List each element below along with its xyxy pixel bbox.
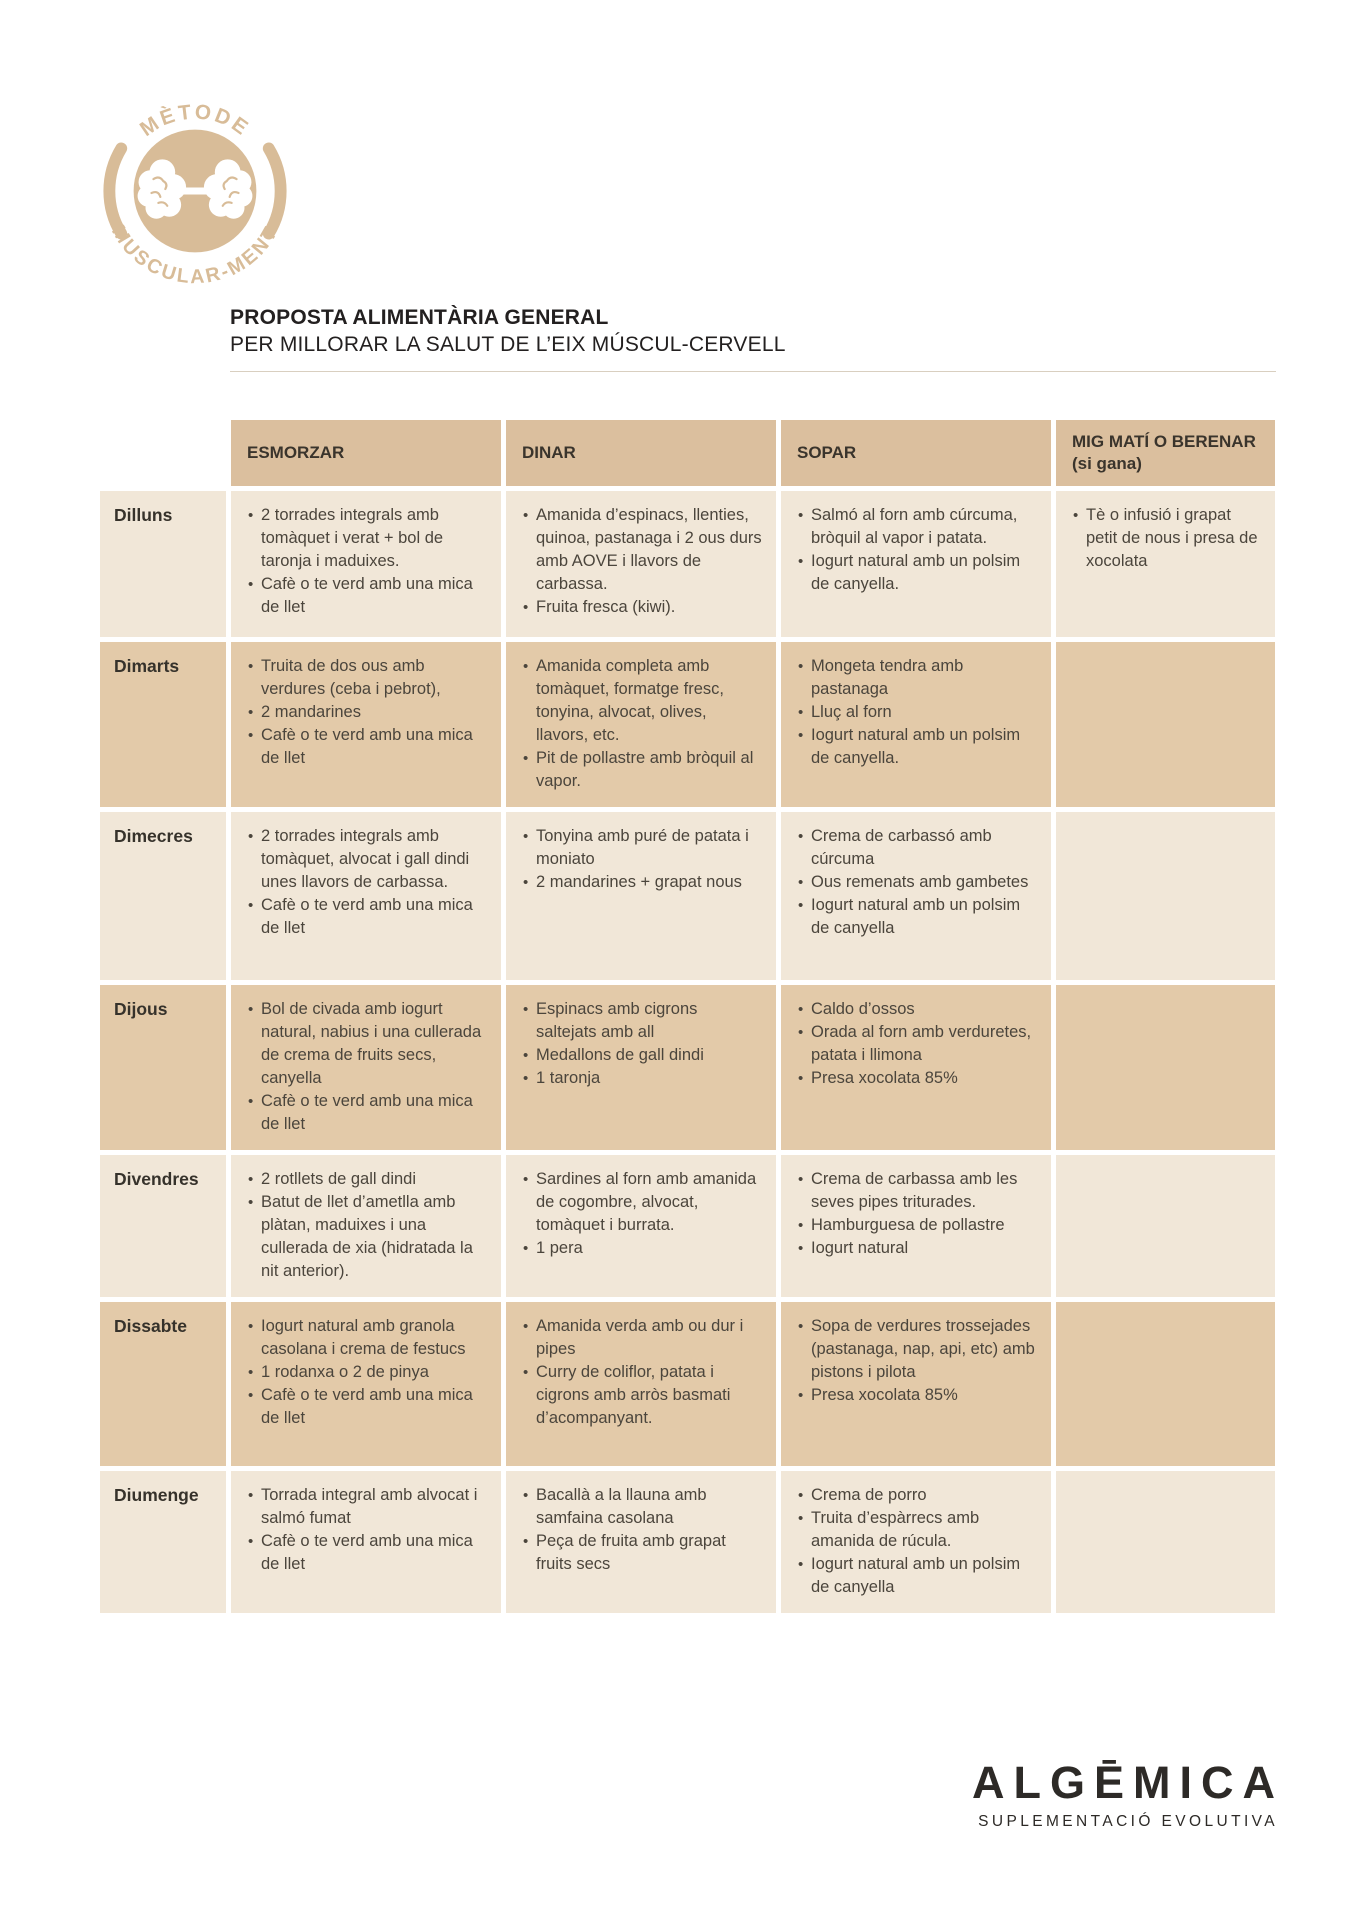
meal-cell-dinar bbox=[506, 985, 776, 1150]
meal-cell-dinar bbox=[506, 812, 776, 980]
meal-item: • Iogurt natural amb granola casolana i crema de festucs bbox=[247, 1315, 487, 1361]
day-label: Dissabte bbox=[100, 1302, 226, 1466]
meal-item: • Tonyina amb puré de patata i moniato bbox=[522, 825, 762, 871]
meal-item: • Amanida verda amb ou dur i pipes bbox=[522, 1315, 762, 1361]
meal-cell-sopar bbox=[781, 985, 1051, 1150]
meal-cell-mig-mati-berenar bbox=[1056, 1155, 1275, 1297]
title-divider bbox=[230, 371, 1276, 372]
brain-dumbbell-icon bbox=[96, 92, 294, 290]
meal-item: • Presa xocolata 85% bbox=[797, 1384, 1037, 1407]
meal-cell-sopar bbox=[781, 642, 1051, 807]
meal-item: • Batut de llet d’ametlla amb plàtan, maduixes i una cullerada de xia (hidratada la nit anterior). bbox=[247, 1191, 487, 1283]
meal-cell-sopar bbox=[781, 1155, 1051, 1297]
meal-cell-dinar bbox=[506, 1302, 776, 1466]
meal-item: • Salmó al forn amb cúrcuma, bròquil al vapor i patata. bbox=[797, 504, 1037, 550]
column-header-esmorzar: ESMORZAR bbox=[231, 420, 501, 486]
page-subtitle: PER MILLORAR LA SALUT DE L’EIX MÚSCUL-CERVELL bbox=[230, 333, 786, 356]
table-row-dilluns bbox=[100, 491, 1275, 637]
logo-arc-text-bottom: MUSCULAR-MENT bbox=[106, 221, 283, 289]
meal-cell-mig-mati-berenar bbox=[1056, 812, 1275, 980]
meal-cell-esmorzar bbox=[231, 1155, 501, 1297]
meal-item: • Cafè o te verd amb una mica de llet bbox=[247, 724, 487, 770]
meal-cell-sopar bbox=[781, 1302, 1051, 1466]
brand-tagline: SUPLEMENTACIÓ EVOLUTIVA bbox=[978, 1813, 1278, 1830]
meal-item: • Pit de pollastre amb bròquil al vapor. bbox=[522, 747, 762, 793]
column-header-dinar: DINAR bbox=[506, 420, 776, 486]
meal-item: • 2 torrades integrals amb tomàquet, alvocat i gall dindi unes llavors de carbassa. bbox=[247, 825, 487, 894]
meal-cell-dinar bbox=[506, 642, 776, 807]
meal-cell-esmorzar bbox=[231, 491, 501, 637]
meal-item: • Caldo d’ossos bbox=[797, 998, 1037, 1021]
meal-cell-sopar bbox=[781, 1471, 1051, 1613]
meal-item: • Iogurt natural amb un polsim de canyella bbox=[797, 1553, 1037, 1599]
table-row-dissabte bbox=[100, 1302, 1275, 1466]
meal-item: • Amanida completa amb tomàquet, formatge fresc, tonyina, alvocat, olives, llavors, etc. bbox=[522, 655, 762, 747]
meal-item: • Iogurt natural amb un polsim de canyella. bbox=[797, 550, 1037, 596]
meal-item: • Iogurt natural amb un polsim de canyella bbox=[797, 894, 1037, 940]
meal-item: • Cafè o te verd amb una mica de llet bbox=[247, 894, 487, 940]
brand-block bbox=[972, 1757, 1284, 1831]
meal-item: • Sardines al forn amb amanida de cogombre, alvocat, tomàquet i burrata. bbox=[522, 1168, 762, 1237]
meal-item: • Mongeta tendra amb pastanaga bbox=[797, 655, 1037, 701]
ring-arc-left bbox=[109, 148, 121, 233]
meal-cell-sopar bbox=[781, 491, 1051, 637]
table-row-diumenge bbox=[100, 1471, 1275, 1613]
meal-item: • Cafè o te verd amb una mica de llet bbox=[247, 1384, 487, 1430]
meal-item: • Crema de carbassó amb cúrcuma bbox=[797, 825, 1037, 871]
meal-cell-esmorzar bbox=[231, 812, 501, 980]
meal-item: • Lluç al forn bbox=[797, 701, 1037, 724]
meal-cell-dinar bbox=[506, 1471, 776, 1613]
meal-item: • Crema de porro bbox=[797, 1484, 1037, 1507]
meal-item: • Torrada integral amb alvocat i salmó fumat bbox=[247, 1484, 487, 1530]
column-header-sopar: SOPAR bbox=[781, 420, 1051, 486]
meal-item: • Truita de dos ous amb verdures (ceba i pebrot), bbox=[247, 655, 487, 701]
meal-cell-mig-mati-berenar bbox=[1056, 985, 1275, 1150]
table-row-dimarts bbox=[100, 642, 1275, 807]
meal-cell-sopar bbox=[781, 812, 1051, 980]
day-label: Dijous bbox=[100, 985, 226, 1150]
meal-plan-table bbox=[100, 420, 1275, 1618]
meal-item: • 2 mandarines + grapat nous bbox=[522, 871, 762, 894]
meal-cell-mig-mati-berenar bbox=[1056, 642, 1275, 807]
meal-item: • Peça de fruita amb grapat fruits secs bbox=[522, 1530, 762, 1576]
meal-item: • Cafè o te verd amb una mica de llet bbox=[247, 573, 487, 619]
table-corner-cell bbox=[100, 420, 226, 486]
meal-item: • Cafè o te verd amb una mica de llet bbox=[247, 1530, 487, 1576]
brand-logo: ALGĒMICA bbox=[972, 1757, 1284, 1808]
meal-cell-esmorzar bbox=[231, 985, 501, 1150]
column-header-mig-mati-berenar: MIG MATÍ O BERENAR (si gana) bbox=[1056, 420, 1275, 486]
day-label: Divendres bbox=[100, 1155, 226, 1297]
meal-cell-mig-mati-berenar bbox=[1056, 1471, 1275, 1613]
table-row-dijous bbox=[100, 985, 1275, 1150]
meal-cell-mig-mati-berenar bbox=[1056, 491, 1275, 637]
meal-cell-esmorzar bbox=[231, 1302, 501, 1466]
day-label: Diumenge bbox=[100, 1471, 226, 1613]
meal-item: • Amanida d’espinacs, llenties, quinoa, pastanaga i 2 ous durs amb AOVE i llavors de carbassa. bbox=[522, 504, 762, 596]
meal-item: • 2 torrades integrals amb tomàquet i verat + bol de taronja i maduixes. bbox=[247, 504, 487, 573]
meal-item: • Hamburguesa de pollastre bbox=[797, 1214, 1037, 1237]
meal-cell-esmorzar bbox=[231, 642, 501, 807]
table-row-dimecres bbox=[100, 812, 1275, 980]
meal-item: • 1 rodanxa o 2 de pinya bbox=[247, 1361, 487, 1384]
meal-item: • Cafè o te verd amb una mica de llet bbox=[247, 1090, 487, 1136]
meal-cell-dinar bbox=[506, 491, 776, 637]
meal-item: • Medallons de gall dindi bbox=[522, 1044, 762, 1067]
meal-item: • Fruita fresca (kiwi). bbox=[522, 596, 762, 619]
meal-item: • Ous remenats amb gambetes bbox=[797, 871, 1037, 894]
meal-item: • Iogurt natural bbox=[797, 1237, 1037, 1260]
meal-item: • 1 pera bbox=[522, 1237, 762, 1260]
meal-cell-mig-mati-berenar bbox=[1056, 1302, 1275, 1466]
day-label: Dimarts bbox=[100, 642, 226, 807]
meal-item: • Bacallà a la llauna amb samfaina casolana bbox=[522, 1484, 762, 1530]
meal-item: • Curry de coliflor, patata i cigrons amb arròs basmati d’acompanyant. bbox=[522, 1361, 762, 1430]
meal-item: • 2 mandarines bbox=[247, 701, 487, 724]
meal-item: • Crema de carbassa amb les seves pipes triturades. bbox=[797, 1168, 1037, 1214]
title-block bbox=[230, 304, 1276, 372]
meal-item: • Presa xocolata 85% bbox=[797, 1067, 1037, 1090]
day-label: Dilluns bbox=[100, 491, 226, 637]
meal-item: • Bol de civada amb iogurt natural, nabius i una cullerada de crema de fruits secs, canyella bbox=[247, 998, 487, 1090]
table-header-row bbox=[100, 420, 1275, 486]
meal-item: • Espinacs amb cigrons saltejats amb all bbox=[522, 998, 762, 1044]
page-title: PROPOSTA ALIMENTÀRIA GENERAL bbox=[230, 306, 609, 329]
meal-cell-dinar bbox=[506, 1155, 776, 1297]
meal-item: • Sopa de verdures trossejades (pastanaga, nap, api, etc) amb pistons i pilota bbox=[797, 1315, 1037, 1384]
logo-arc-text-top: MÈTODE bbox=[135, 100, 255, 142]
meal-item: • Truita d’espàrrecs amb amanida de rúcula. bbox=[797, 1507, 1037, 1553]
meal-item: • Iogurt natural amb un polsim de canyella. bbox=[797, 724, 1037, 770]
table-row-divendres bbox=[100, 1155, 1275, 1297]
day-label: Dimecres bbox=[100, 812, 226, 980]
meal-item: • Orada al forn amb verduretes, patata i llimona bbox=[797, 1021, 1037, 1067]
meal-cell-esmorzar bbox=[231, 1471, 501, 1613]
meal-item: • Tè o infusió i grapat petit de nous i presa de xocolata bbox=[1072, 504, 1261, 573]
ring-arc-right bbox=[269, 148, 281, 233]
meal-item: • 2 rotllets de gall dindi bbox=[247, 1168, 487, 1191]
meal-item: • 1 taronja bbox=[522, 1067, 762, 1090]
logo-badge bbox=[96, 92, 294, 290]
